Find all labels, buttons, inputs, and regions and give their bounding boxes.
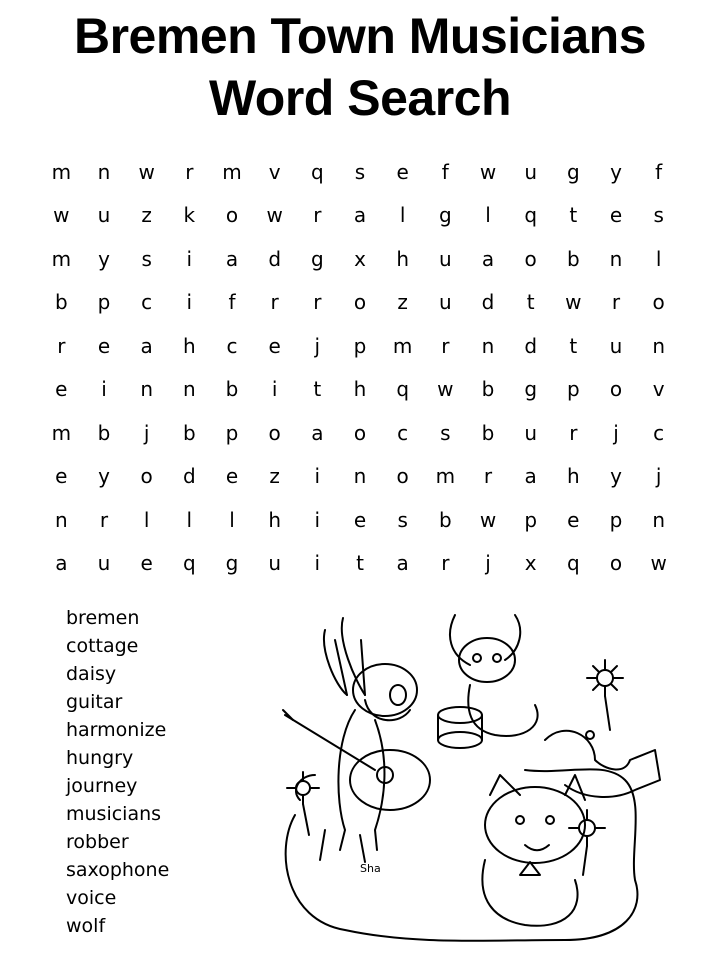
word-list-item: harmonize	[66, 719, 167, 741]
grid-cell: o	[609, 377, 623, 402]
grid-cell: q	[396, 377, 410, 402]
grid-cell: t	[569, 333, 578, 358]
grid-cell: a	[311, 420, 324, 445]
grid-cell: l	[229, 507, 235, 532]
musicians-illustration	[265, 600, 685, 950]
grid-cell: i	[186, 246, 193, 271]
grid-cell: r	[441, 551, 450, 576]
grid-cell: s	[397, 507, 408, 532]
grid-cell: l	[485, 203, 491, 228]
grid-cell: b	[54, 290, 68, 315]
grid-cell: u	[524, 159, 537, 184]
grid-cell: a	[396, 551, 409, 576]
grid-cell: n	[54, 507, 68, 532]
grid-cell: w	[266, 203, 283, 228]
grid-cell: a	[140, 333, 153, 358]
grid-cell: t	[313, 377, 322, 402]
grid-cell: n	[609, 246, 623, 271]
grid-cell: i	[271, 377, 278, 402]
word-list-item: robber	[66, 831, 129, 853]
grid-cell: l	[655, 246, 662, 271]
word-list-item: wolf	[66, 915, 106, 937]
grid-cell: r	[99, 507, 109, 532]
grid-cell: p	[566, 377, 580, 402]
grid-cell: o	[524, 246, 537, 271]
word-list-item: daisy	[66, 663, 117, 685]
cat-figure	[482, 775, 585, 926]
grid-cell: u	[524, 420, 537, 445]
grid-cell: w	[650, 551, 667, 576]
word-list-item: guitar	[66, 691, 123, 713]
grid-cell: w	[565, 290, 582, 315]
grid-cell: t	[526, 290, 535, 315]
grid-cell: q	[524, 203, 538, 228]
grid-cell: o	[353, 420, 367, 445]
grid-cell: y	[98, 246, 110, 271]
grid-cell: o	[609, 551, 623, 576]
word-list-item: musicians	[66, 803, 162, 825]
grid-cell: r	[313, 203, 322, 228]
grid-cell: v	[268, 159, 281, 184]
word-list-item: saxophone	[66, 859, 170, 881]
grid-cell: l	[143, 507, 150, 532]
grid-cell: c	[226, 333, 238, 358]
grid-cell: b	[566, 246, 580, 271]
grid-cell: e	[567, 507, 580, 532]
grid-cell: q	[310, 159, 324, 184]
page-subtitle: Word Search	[209, 70, 511, 126]
grid-cell: a	[225, 246, 239, 271]
grid-cell: o	[396, 464, 409, 489]
grid-cell: n	[140, 377, 153, 402]
grid-cell: b	[481, 377, 495, 402]
grid-cell: g	[310, 246, 324, 271]
grid-cell: y	[98, 464, 110, 489]
grid-cell: w	[437, 377, 454, 402]
drum-figure	[438, 707, 482, 748]
grid-cell: o	[652, 290, 665, 315]
grid-cell: d	[481, 290, 495, 315]
grid-cell: i	[314, 551, 321, 576]
grid-cell: d	[524, 333, 538, 358]
grid-cell: g	[225, 551, 239, 576]
grid-cell: u	[438, 290, 452, 315]
grid-cell: m	[222, 159, 242, 184]
grid-cell: e	[353, 507, 367, 532]
grid-cell: e	[140, 551, 153, 576]
grid-cell: f	[655, 159, 663, 184]
grid-cell: w	[479, 507, 497, 532]
grid-cell: p	[353, 333, 367, 358]
grid-cell: b	[182, 420, 196, 445]
grid-cell: j	[613, 420, 619, 445]
grid-cell: q	[182, 551, 196, 576]
grid-cell: a	[481, 246, 495, 271]
grid-cell: t	[356, 551, 364, 576]
grid-cell: i	[186, 290, 193, 315]
grid-cell: r	[611, 290, 621, 315]
grid-cell: r	[57, 333, 66, 358]
grid-cell: t	[569, 203, 578, 228]
grid-cell: g	[438, 203, 452, 228]
artist-signature: Sha	[360, 862, 381, 875]
grid-cell: s	[653, 203, 664, 228]
grid-cell: a	[353, 203, 367, 228]
word-list-item: journey	[66, 775, 138, 797]
page-title: Bremen Town Musicians	[73, 8, 647, 64]
grid-cell: d	[182, 464, 196, 489]
grid-cell: j	[314, 333, 321, 358]
letter-grid	[40, 150, 680, 580]
grid-cell: m	[435, 464, 456, 489]
grid-cell: n	[182, 377, 196, 402]
dog-figure	[450, 615, 538, 736]
grid-cell: p	[524, 507, 538, 532]
grid-cell: r	[569, 420, 578, 445]
grid-cell: z	[397, 290, 408, 315]
grid-cell: d	[268, 246, 282, 271]
grid-cell: b	[438, 507, 452, 532]
grid-cell: e	[609, 203, 623, 228]
grid-cell: r	[441, 333, 450, 358]
grid-cell: m	[392, 333, 413, 358]
grid-cell: k	[183, 203, 196, 228]
grid-cell: a	[55, 551, 68, 576]
grid-cell: f	[228, 290, 236, 315]
grid-cell: c	[397, 420, 409, 445]
grid-cell: c	[653, 420, 665, 445]
grid-cell: u	[97, 551, 111, 576]
grid-cell: e	[396, 159, 409, 184]
grid-cell: n	[97, 159, 111, 184]
grid-cell: f	[441, 159, 449, 184]
word-list-item: voice	[66, 887, 117, 909]
grid-cell: i	[101, 377, 107, 402]
grid-cell: y	[610, 464, 622, 489]
grid-cell: v	[652, 377, 665, 402]
grid-cell: h	[566, 464, 580, 489]
grid-cell: s	[141, 246, 152, 271]
grid-cell: b	[225, 377, 239, 402]
grid-cell: m	[51, 159, 72, 184]
grid-cell: p	[609, 507, 623, 532]
grid-cell: s	[354, 159, 366, 184]
grid-cell: z	[269, 464, 280, 489]
grid-cell: r	[270, 290, 279, 315]
grid-cell: l	[399, 203, 406, 228]
word-list-item: hungry	[66, 747, 134, 769]
grid-cell: q	[566, 551, 580, 576]
grid-cell: p	[97, 290, 111, 315]
grid-cell: g	[524, 377, 538, 402]
grid-cell: w	[53, 203, 70, 228]
grid-cell: i	[314, 464, 321, 489]
grid-cell: h	[182, 333, 196, 358]
grid-cell: r	[313, 290, 322, 315]
grid-cell: j	[655, 464, 662, 489]
grid-cell: w	[479, 159, 497, 184]
grid-cell: u	[438, 246, 452, 271]
grid-cell: x	[354, 246, 366, 271]
grid-cell: j	[485, 551, 491, 576]
grid-cell: b	[481, 420, 495, 445]
grid-cell: j	[143, 420, 150, 445]
grid-cell: e	[268, 333, 281, 358]
grid-cell: n	[652, 507, 665, 532]
grid-cell: z	[141, 203, 152, 228]
grid-cell: n	[652, 333, 665, 358]
grid-cell: e	[55, 464, 68, 489]
grid-cell: l	[186, 507, 193, 532]
grid-cell: s	[440, 420, 451, 445]
grid-cell: o	[225, 203, 239, 228]
grid-cell: h	[396, 246, 409, 271]
grid-cell: g	[566, 159, 580, 184]
grid-cell: r	[185, 159, 194, 184]
grid-cell: x	[524, 551, 537, 576]
grid-cell: n	[481, 333, 495, 358]
grid-cell: m	[51, 420, 72, 445]
grid-cell: u	[268, 551, 281, 576]
grid-cell: w	[138, 159, 155, 184]
word-list-item: bremen	[66, 607, 140, 629]
word-list-item: cottage	[66, 635, 139, 657]
grid-cell: a	[524, 464, 537, 489]
grid-cell: m	[51, 246, 72, 271]
grid-cell: p	[225, 420, 239, 445]
grid-cell: e	[97, 333, 111, 358]
grid-cell: h	[353, 377, 367, 402]
grid-cell: n	[353, 464, 367, 489]
grid-cell: i	[314, 507, 321, 532]
grid-cell: r	[483, 464, 493, 489]
grid-cell: o	[140, 464, 153, 489]
grid-cell: u	[97, 203, 111, 228]
grid-cell: o	[268, 420, 281, 445]
grid-cell: b	[97, 420, 111, 445]
grid-cell: y	[610, 159, 622, 184]
rooster-figure	[545, 731, 660, 797]
grid-cell: h	[268, 507, 281, 532]
grid-cell: c	[141, 290, 153, 315]
donkey-figure	[296, 618, 417, 862]
grid-cell: u	[609, 333, 623, 358]
flower-decoration	[287, 660, 623, 875]
grid-cell: e	[55, 377, 68, 402]
grid-cell: o	[353, 290, 367, 315]
word-list	[66, 604, 246, 940]
grid-cell: e	[225, 464, 239, 489]
